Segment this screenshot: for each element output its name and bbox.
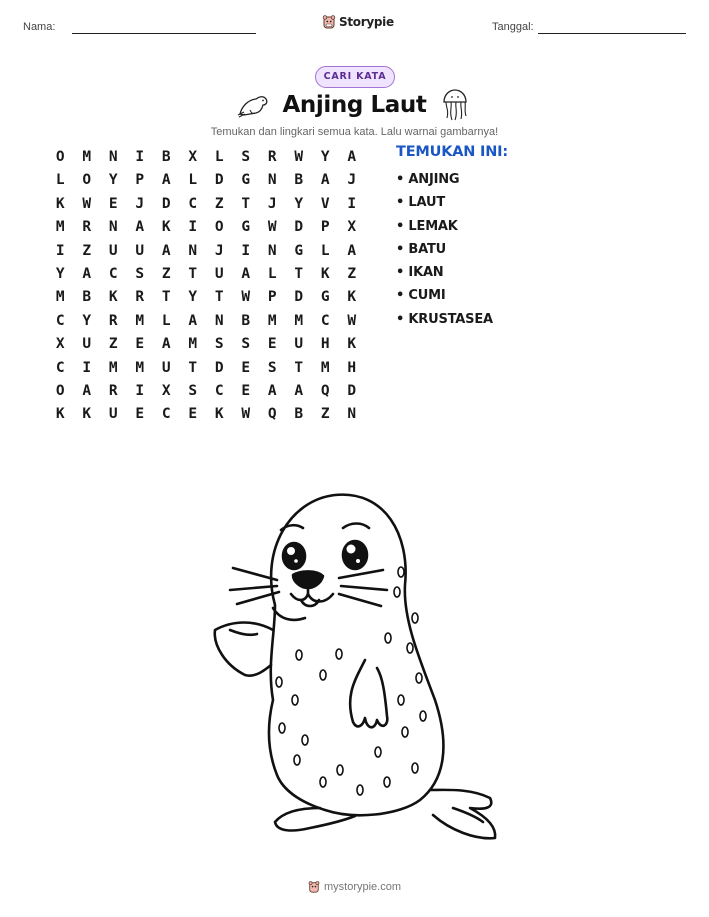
- grid-letter[interactable]: U: [82, 336, 92, 353]
- grid-letter[interactable]: I: [347, 195, 357, 212]
- grid-letter[interactable]: Z: [108, 336, 118, 353]
- grid-letter[interactable]: M: [135, 312, 145, 329]
- grid-letter[interactable]: P: [135, 172, 145, 189]
- grid-letter[interactable]: G: [294, 242, 304, 259]
- grid-letter[interactable]: Z: [214, 195, 224, 212]
- grid-letter[interactable]: E: [241, 359, 251, 376]
- grid-letter[interactable]: K: [347, 336, 357, 353]
- grid-letter[interactable]: L: [320, 242, 330, 259]
- grid-letter[interactable]: D: [161, 195, 171, 212]
- grid-letter[interactable]: W: [267, 219, 277, 236]
- grid-letter[interactable]: X: [188, 149, 198, 165]
- grid-letter[interactable]: T: [161, 289, 171, 306]
- grid-letter[interactable]: N: [347, 406, 357, 423]
- grid-letter[interactable]: R: [108, 312, 118, 329]
- grid-letter[interactable]: A: [347, 242, 357, 259]
- activity-badge: CARI KATA: [315, 66, 395, 88]
- grid-letter[interactable]: J: [347, 172, 357, 189]
- word-list-item: • KRUSTASEA: [396, 311, 493, 327]
- grid-letter[interactable]: S: [267, 359, 277, 376]
- grid-letter[interactable]: I: [135, 382, 145, 399]
- grid-letter[interactable]: U: [214, 265, 224, 282]
- name-field-line[interactable]: [72, 33, 256, 34]
- grid-letter[interactable]: M: [55, 289, 65, 306]
- grid-letter[interactable]: O: [214, 219, 224, 236]
- grid-letter[interactable]: E: [188, 406, 198, 423]
- grid-letter[interactable]: Z: [347, 265, 357, 282]
- footer: [0, 880, 709, 894]
- grid-letter[interactable]: A: [320, 172, 330, 189]
- grid-letter[interactable]: M: [135, 359, 145, 376]
- grid-letter[interactable]: S: [241, 336, 251, 353]
- grid-letter[interactable]: V: [320, 195, 330, 212]
- grid-letter[interactable]: L: [161, 312, 171, 329]
- grid-letter[interactable]: O: [55, 149, 65, 165]
- brand: [322, 14, 394, 30]
- grid-letter[interactable]: O: [55, 382, 65, 399]
- grid-letter[interactable]: L: [214, 149, 224, 165]
- grid-letter[interactable]: S: [135, 265, 145, 282]
- seal-coloring-illustration: [205, 490, 505, 850]
- grid-row: [47, 263, 365, 286]
- grid-letter[interactable]: W: [241, 406, 251, 423]
- name-label: Nama:: [23, 21, 56, 33]
- instructions: Temukan dan lingkari semua kata. Lalu warnai gambarnya!: [210, 126, 499, 138]
- grid-letter[interactable]: N: [267, 172, 277, 189]
- grid-letter[interactable]: Y: [294, 195, 304, 212]
- grid-letter[interactable]: L: [267, 265, 277, 282]
- grid-letter[interactable]: C: [188, 195, 198, 212]
- grid-letter[interactable]: B: [294, 172, 304, 189]
- date-label: Tanggal:: [492, 21, 534, 33]
- grid-letter[interactable]: I: [241, 242, 251, 259]
- grid-letter[interactable]: E: [135, 336, 145, 353]
- grid-letter[interactable]: U: [108, 406, 118, 423]
- grid-letter[interactable]: N: [108, 219, 118, 236]
- grid-letter[interactable]: T: [188, 265, 198, 282]
- grid-letter[interactable]: U: [135, 242, 145, 259]
- grid-letter[interactable]: Z: [320, 406, 330, 423]
- grid-letter[interactable]: E: [267, 336, 277, 353]
- grid-letter[interactable]: W: [294, 149, 304, 165]
- grid-letter[interactable]: N: [108, 149, 118, 165]
- grid-letter[interactable]: K: [161, 219, 171, 236]
- grid-letter[interactable]: N: [188, 242, 198, 259]
- grid-letter[interactable]: Y: [188, 289, 198, 306]
- grid-letter[interactable]: Y: [320, 149, 330, 165]
- storypie-mascot-icon: [308, 880, 320, 894]
- grid-letter[interactable]: T: [241, 195, 251, 212]
- grid-row: [47, 216, 365, 239]
- grid-letter[interactable]: E: [135, 406, 145, 423]
- word-list-item: • ANJING: [396, 172, 460, 187]
- word-list-item: • CUMI: [396, 288, 446, 304]
- page-title: Anjing Laut: [282, 92, 427, 118]
- grid-letter[interactable]: Y: [82, 312, 92, 329]
- word-search-grid: [47, 146, 365, 427]
- grid-letter[interactable]: M: [267, 312, 277, 329]
- header-bar: [0, 14, 709, 40]
- grid-letter[interactable]: J: [135, 195, 145, 212]
- grid-letter[interactable]: A: [161, 336, 171, 353]
- grid-letter[interactable]: B: [241, 312, 251, 329]
- grid-letter[interactable]: K: [55, 195, 65, 212]
- grid-letter[interactable]: K: [108, 289, 118, 306]
- grid-letter[interactable]: I: [82, 359, 92, 376]
- grid-letter[interactable]: K: [214, 406, 224, 423]
- word-list-item: • LAUT: [396, 195, 446, 211]
- grid-letter[interactable]: K: [55, 406, 65, 423]
- grid-letter[interactable]: C: [55, 359, 65, 376]
- grid-letter[interactable]: L: [188, 172, 198, 189]
- grid-letter[interactable]: M: [294, 312, 304, 329]
- grid-letter[interactable]: R: [267, 149, 277, 165]
- grid-letter[interactable]: G: [320, 289, 330, 306]
- grid-letter[interactable]: D: [347, 382, 357, 399]
- grid-letter[interactable]: X: [55, 336, 65, 353]
- grid-letter[interactable]: N: [267, 242, 277, 259]
- grid-letter[interactable]: A: [82, 382, 92, 399]
- grid-letter[interactable]: Z: [82, 242, 92, 259]
- grid-letter[interactable]: M: [108, 359, 118, 376]
- word-list-item: • LEMAK: [396, 218, 458, 234]
- grid-letter[interactable]: M: [188, 336, 198, 353]
- grid-letter[interactable]: D: [214, 172, 224, 189]
- grid-letter[interactable]: B: [161, 149, 171, 165]
- grid-letter[interactable]: Z: [161, 265, 171, 282]
- grid-letter[interactable]: J: [267, 195, 277, 212]
- brand-name: Storypie: [339, 15, 394, 29]
- grid-letter[interactable]: W: [241, 289, 251, 306]
- grid-letter[interactable]: R: [82, 219, 92, 236]
- grid-letter[interactable]: D: [214, 359, 224, 376]
- grid-letter[interactable]: N: [214, 312, 224, 329]
- grid-row: [47, 357, 365, 380]
- grid-letter[interactable]: B: [82, 289, 92, 306]
- grid-letter[interactable]: A: [241, 265, 251, 282]
- grid-letter[interactable]: A: [135, 219, 145, 236]
- grid-letter[interactable]: A: [347, 149, 357, 165]
- grid-letter[interactable]: K: [320, 265, 330, 282]
- word-list-item: • BATU: [396, 241, 447, 257]
- word-list-items: [396, 168, 508, 331]
- grid-row: [47, 169, 365, 192]
- grid-letter[interactable]: A: [161, 172, 171, 189]
- grid-letter[interactable]: A: [188, 312, 198, 329]
- grid-letter[interactable]: M: [55, 219, 65, 236]
- grid-letter[interactable]: Q: [320, 382, 330, 399]
- grid-letter[interactable]: G: [241, 172, 251, 189]
- grid-letter[interactable]: O: [82, 172, 92, 189]
- grid-letter[interactable]: C: [55, 312, 65, 329]
- grid-letter[interactable]: E: [241, 382, 251, 399]
- footer-url[interactable]: mystorypie.com: [323, 881, 402, 893]
- grid-letter[interactable]: A: [82, 265, 92, 282]
- grid-letter[interactable]: J: [214, 242, 224, 259]
- grid-letter[interactable]: T: [294, 359, 304, 376]
- grid-letter[interactable]: D: [294, 219, 304, 236]
- word-list-item: • IKAN: [396, 265, 444, 281]
- grid-letter[interactable]: C: [161, 406, 171, 423]
- grid-letter[interactable]: M: [82, 149, 92, 165]
- grid-letter[interactable]: S: [188, 382, 198, 399]
- grid-row: [47, 240, 365, 263]
- grid-letter[interactable]: C: [320, 312, 330, 329]
- grid-letter[interactable]: R: [135, 289, 145, 306]
- grid-letter[interactable]: B: [294, 406, 304, 423]
- grid-letter[interactable]: W: [82, 195, 92, 212]
- grid-letter[interactable]: K: [82, 406, 92, 423]
- grid-letter[interactable]: C: [214, 382, 224, 399]
- grid-letter[interactable]: Q: [267, 406, 277, 423]
- grid-letter[interactable]: P: [267, 289, 277, 306]
- grid-letter[interactable]: T: [188, 359, 198, 376]
- word-list: [396, 144, 508, 331]
- grid-row: [47, 286, 365, 309]
- date-field-line[interactable]: [538, 33, 686, 34]
- grid-letter[interactable]: I: [135, 149, 145, 165]
- grid-letter[interactable]: C: [108, 265, 118, 282]
- grid-letter[interactable]: T: [214, 289, 224, 306]
- grid-row: [47, 310, 365, 333]
- grid-row: [47, 380, 365, 403]
- grid-letter[interactable]: L: [55, 172, 65, 189]
- grid-letter[interactable]: A: [267, 382, 277, 399]
- grid-letter[interactable]: M: [320, 359, 330, 376]
- grid-letter[interactable]: U: [294, 336, 304, 353]
- grid-letter[interactable]: A: [161, 242, 171, 259]
- grid-letter[interactable]: Y: [55, 265, 65, 282]
- storypie-mascot-icon: [322, 14, 336, 30]
- grid-row: [47, 193, 365, 216]
- grid-letter[interactable]: G: [241, 219, 251, 236]
- grid-letter[interactable]: D: [294, 289, 304, 306]
- grid-letter[interactable]: Y: [108, 172, 118, 189]
- grid-letter[interactable]: P: [320, 219, 330, 236]
- grid-letter[interactable]: K: [347, 289, 357, 306]
- grid-row: [47, 333, 365, 356]
- grid-letter[interactable]: I: [55, 242, 65, 259]
- grid-letter[interactable]: W: [347, 312, 357, 329]
- grid-letter[interactable]: S: [214, 336, 224, 353]
- grid-row: [47, 146, 365, 169]
- grid-letter[interactable]: I: [188, 219, 198, 236]
- grid-letter[interactable]: X: [347, 219, 357, 236]
- grid-letter[interactable]: X: [161, 382, 171, 399]
- grid-letter[interactable]: T: [294, 265, 304, 282]
- grid-letter[interactable]: A: [294, 382, 304, 399]
- grid-letter[interactable]: R: [108, 382, 118, 399]
- word-list-title: TEMUKAN INI:: [396, 144, 508, 160]
- grid-row: [47, 403, 365, 426]
- grid-letter[interactable]: E: [108, 195, 118, 212]
- grid-letter[interactable]: H: [320, 336, 330, 353]
- grid-letter[interactable]: U: [108, 242, 118, 259]
- grid-letter[interactable]: H: [347, 359, 357, 376]
- grid-letter[interactable]: S: [241, 149, 251, 165]
- grid-letter[interactable]: U: [161, 359, 171, 376]
